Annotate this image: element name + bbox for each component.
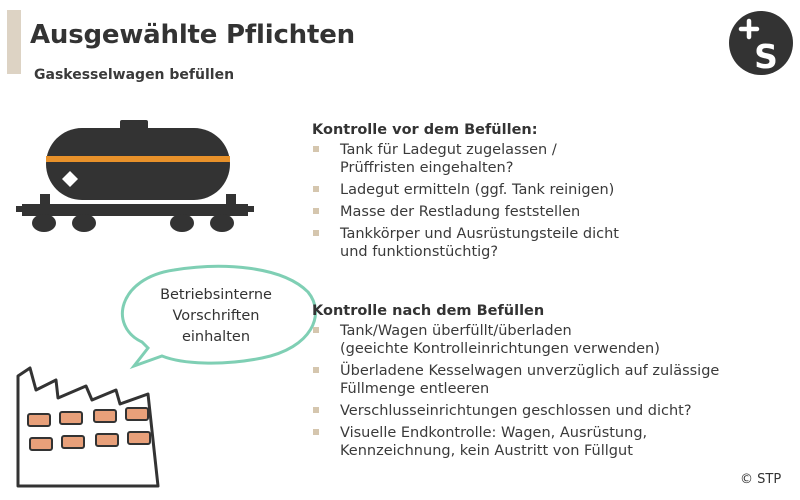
- wagon-frame: [22, 204, 248, 216]
- list-item-line: Überladene Kesselwagen unverzüglich auf zulässige: [340, 363, 720, 379]
- list-item-line: Kennzeichnung, kein Austritt von Füllgut: [340, 443, 633, 459]
- bullet-icon: [313, 367, 319, 373]
- speech-bubble-line: Betriebsinterne: [160, 287, 272, 303]
- wheel-icon: [210, 214, 234, 232]
- factory-illustration: [14, 340, 174, 490]
- list-item-line: Prüffristen eingehalten?: [340, 160, 514, 176]
- list-item-line: Ladegut ermitteln (ggf. Tank reinigen): [340, 182, 615, 198]
- list-item: [312, 225, 782, 261]
- list-item: [312, 322, 782, 358]
- list-item-line: Tankkörper und Ausrüstungsteile dicht: [340, 226, 619, 242]
- list-item: [312, 181, 782, 199]
- list-item: [312, 362, 782, 398]
- list-item: [312, 141, 782, 177]
- bullet-icon: [313, 208, 319, 214]
- list-item-line: Masse der Restladung feststellen: [340, 204, 581, 220]
- section-before-filling: [312, 122, 782, 265]
- bullet-icon: [313, 146, 319, 152]
- page-title: Ausgewählte Pflichten: [30, 20, 355, 50]
- wheel-icon: [72, 214, 96, 232]
- list-item-line: und funktionstüchtig?: [340, 244, 499, 260]
- tank-wagon-illustration: [16, 116, 256, 236]
- bullet-list: [312, 322, 782, 460]
- bullet-icon: [313, 186, 319, 192]
- wheel-icon: [32, 214, 56, 232]
- list-item-line: Verschlusseinrichtungen geschlossen und dicht?: [340, 403, 692, 419]
- tank-stripe: [46, 156, 230, 162]
- list-item-line: Tank für Ladegut zugelassen /: [340, 142, 557, 158]
- section-heading: Kontrolle nach dem Befüllen: [312, 303, 545, 319]
- bullet-icon: [313, 407, 319, 413]
- bullet-list: [312, 141, 782, 261]
- page-subtitle: Gaskesselwagen befüllen: [34, 67, 235, 83]
- list-item: [312, 402, 782, 420]
- list-item-line: Füllmenge entleeren: [340, 381, 490, 397]
- bullet-icon: [313, 230, 319, 236]
- copyright-notice: © STP: [740, 472, 782, 487]
- wheel-icon: [170, 214, 194, 232]
- section-after-filling: [312, 303, 782, 464]
- title-accent-bar: [7, 10, 21, 74]
- speech-bubble-line: einhalten: [181, 329, 251, 345]
- plus-s-logo-icon: [729, 11, 793, 75]
- list-item-line: (geeichte Kontrolleinrichtungen verwenden): [340, 341, 660, 357]
- section-heading: Kontrolle vor dem Befüllen:: [312, 122, 538, 138]
- list-item-line: Visuelle Endkontrolle: Wagen, Ausrüstung,: [340, 425, 648, 441]
- tank-body: [46, 128, 230, 200]
- list-item: [312, 424, 782, 460]
- bullet-icon: [313, 327, 319, 333]
- list-item-line: Tank/Wagen überfüllt/überladen: [340, 323, 572, 339]
- list-item: [312, 203, 782, 221]
- bullet-icon: [313, 429, 319, 435]
- speech-bubble-text: [128, 285, 304, 348]
- speech-bubble-line: Vorschriften: [172, 308, 260, 324]
- svg-text:S: S: [754, 37, 778, 75]
